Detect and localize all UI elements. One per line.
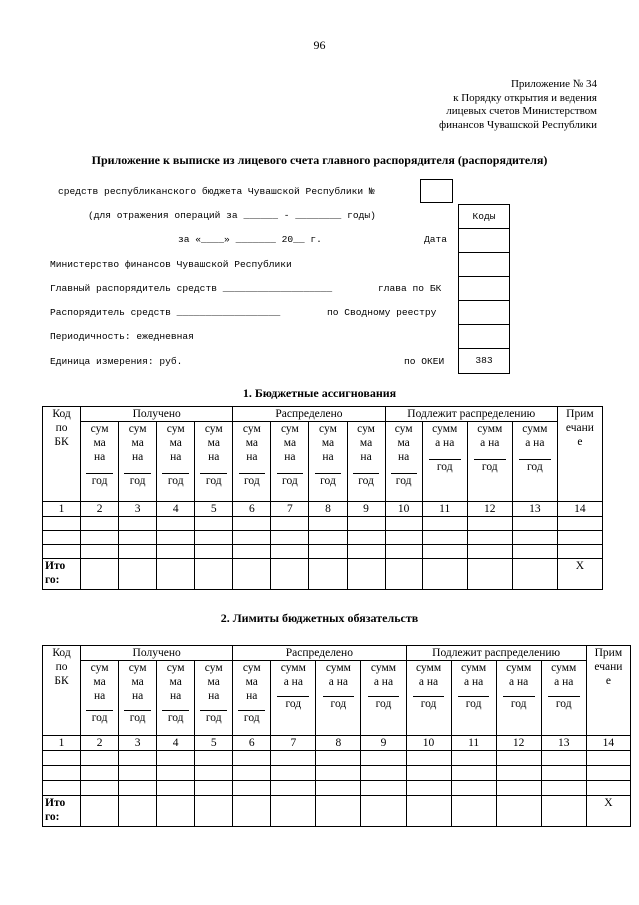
col-sum-header: сум ма на год xyxy=(81,661,119,736)
table-row xyxy=(43,517,603,531)
total-row xyxy=(43,796,631,827)
date-line: за «____» _______ 20__ г. xyxy=(178,234,322,245)
col-number: 5 xyxy=(195,502,233,517)
unit-line: Единица измерения: руб. xyxy=(50,356,183,367)
col-number: 14 xyxy=(557,502,602,517)
ministry-code-cell[interactable] xyxy=(458,253,510,277)
col-summ-header: сумм а на год xyxy=(422,422,467,502)
col-number: 2 xyxy=(81,736,119,751)
col-number: 12 xyxy=(467,502,512,517)
table-row xyxy=(43,766,631,781)
col-summ-header: сумм а на год xyxy=(512,422,557,502)
col-number: 9 xyxy=(347,502,385,517)
col-number: 3 xyxy=(119,502,157,517)
document-title: Приложение к выписке из лицевого счета главного распорядителя (распорядителя) xyxy=(91,153,548,167)
appendix-line: к Порядку открытия и ведения xyxy=(453,91,597,104)
chief-code-cell[interactable] xyxy=(458,277,510,301)
budget-allocations-table xyxy=(42,406,603,590)
col-number: 4 xyxy=(157,736,195,751)
table-row xyxy=(43,545,603,559)
group-to-distribute: Подлежит распределению xyxy=(406,646,586,661)
total-label: Ито го: xyxy=(43,796,81,827)
budget-line: средств республиканского бюджета Чувашской Республики № xyxy=(58,186,375,197)
ministry-line: Министерство финансов Чувашской Республики xyxy=(50,259,292,270)
col-number: 6 xyxy=(233,502,271,517)
appendix-line: финансов Чувашской Республики xyxy=(438,118,597,131)
manager-code-cell[interactable] xyxy=(458,301,510,325)
col-sum-header: сум ма на год xyxy=(119,422,157,502)
group-to-distribute: Подлежит распределению xyxy=(385,407,557,422)
col-summ-header: сумм а на год xyxy=(451,661,496,736)
chief-manager-line: Главный распорядитель средств ___________________ xyxy=(50,283,333,294)
table-row xyxy=(43,531,603,545)
okei-label: по ОКЕИ xyxy=(404,356,445,367)
col-number: 10 xyxy=(406,736,451,751)
appendix-line: лицевых счетов Министерством xyxy=(446,105,597,117)
col-note-header: Прим ечани е xyxy=(557,407,602,502)
codes-header: Коды xyxy=(458,204,510,229)
periodicity-code-cell[interactable] xyxy=(458,325,510,349)
total-mark: X xyxy=(557,559,602,590)
col-sum-header: сум ма на год xyxy=(233,422,271,502)
col-sum-header: сум ма на год xyxy=(233,661,271,736)
col-number: 10 xyxy=(385,502,422,517)
col-summ-header: сумм а на год xyxy=(496,661,541,736)
col-number: 7 xyxy=(271,502,309,517)
periodicity-line: Периодичность: ежедневная xyxy=(50,331,194,342)
col-number: 4 xyxy=(157,502,195,517)
account-number-box[interactable] xyxy=(420,179,453,203)
col-number: 1 xyxy=(43,736,81,751)
appendix-line: Приложение № 34 xyxy=(510,78,597,90)
col-number: 12 xyxy=(496,736,541,751)
col-number: 11 xyxy=(451,736,496,751)
total-label: Ито го: xyxy=(43,559,81,590)
table-row xyxy=(43,781,631,796)
col-number: 8 xyxy=(316,736,361,751)
page-number: 96 xyxy=(313,38,326,52)
col-summ-header: сумм а на год xyxy=(541,661,586,736)
col-summ-header: сумм а на год xyxy=(467,422,512,502)
date-label: Дата xyxy=(424,234,448,245)
col-sum-header: сум ма на год xyxy=(195,661,233,736)
period-line: (для отражения операций за ______ - ________ годы) xyxy=(88,210,376,221)
col-sum-header: сум ма на год xyxy=(119,661,157,736)
chief-code-label: глава по БК xyxy=(378,283,442,294)
manager-code-label: по Сводному реестру xyxy=(327,307,437,318)
col-number: 6 xyxy=(233,736,271,751)
group-distributed: Распределено xyxy=(233,407,385,422)
col-sum-header: сум ма на год xyxy=(271,422,309,502)
col-sum-header: сум ма на год xyxy=(347,422,385,502)
table-row xyxy=(43,751,631,766)
col-number: 14 xyxy=(586,736,630,751)
col-sum-header: сум ма на год xyxy=(385,422,422,502)
col-number: 13 xyxy=(541,736,586,751)
total-mark: X xyxy=(586,796,630,827)
col-number: 3 xyxy=(119,736,157,751)
section2-title: 2. Лимиты бюджетных обязательств xyxy=(220,611,419,625)
col-number: 9 xyxy=(361,736,406,751)
manager-line: Распорядитель средств __________________ xyxy=(50,307,281,318)
col-summ-header: сумм а на год xyxy=(271,661,316,736)
col-note-header: Прим ечани е xyxy=(586,646,630,736)
col-number: 11 xyxy=(422,502,467,517)
col-number: 8 xyxy=(309,502,347,517)
total-row xyxy=(43,559,603,590)
col-code-header: Код по БК xyxy=(43,407,81,502)
budget-limits-table xyxy=(42,645,631,827)
col-number: 1 xyxy=(43,502,81,517)
col-summ-header: сумм а на год xyxy=(361,661,406,736)
date-code-cell[interactable] xyxy=(458,229,510,253)
section1-title: 1. Бюджетные ассигнования xyxy=(242,386,397,400)
col-sum-header: сум ма на год xyxy=(157,661,195,736)
col-summ-header: сумм а на год xyxy=(406,661,451,736)
okei-code-cell: 383 xyxy=(458,349,510,374)
col-number: 7 xyxy=(271,736,316,751)
group-received: Получено xyxy=(81,407,233,422)
col-number: 5 xyxy=(195,736,233,751)
col-sum-header: сум ма на год xyxy=(81,422,119,502)
col-code-header: Код по БК xyxy=(43,646,81,736)
col-sum-header: сум ма на год xyxy=(195,422,233,502)
group-received: Получено xyxy=(81,646,233,661)
col-number: 13 xyxy=(512,502,557,517)
appendix-note xyxy=(439,78,597,132)
col-sum-header: сум ма на год xyxy=(157,422,195,502)
col-number: 2 xyxy=(81,502,119,517)
col-summ-header: сумм а на год xyxy=(316,661,361,736)
group-distributed: Распределено xyxy=(233,646,406,661)
col-sum-header: сум ма на год xyxy=(309,422,347,502)
